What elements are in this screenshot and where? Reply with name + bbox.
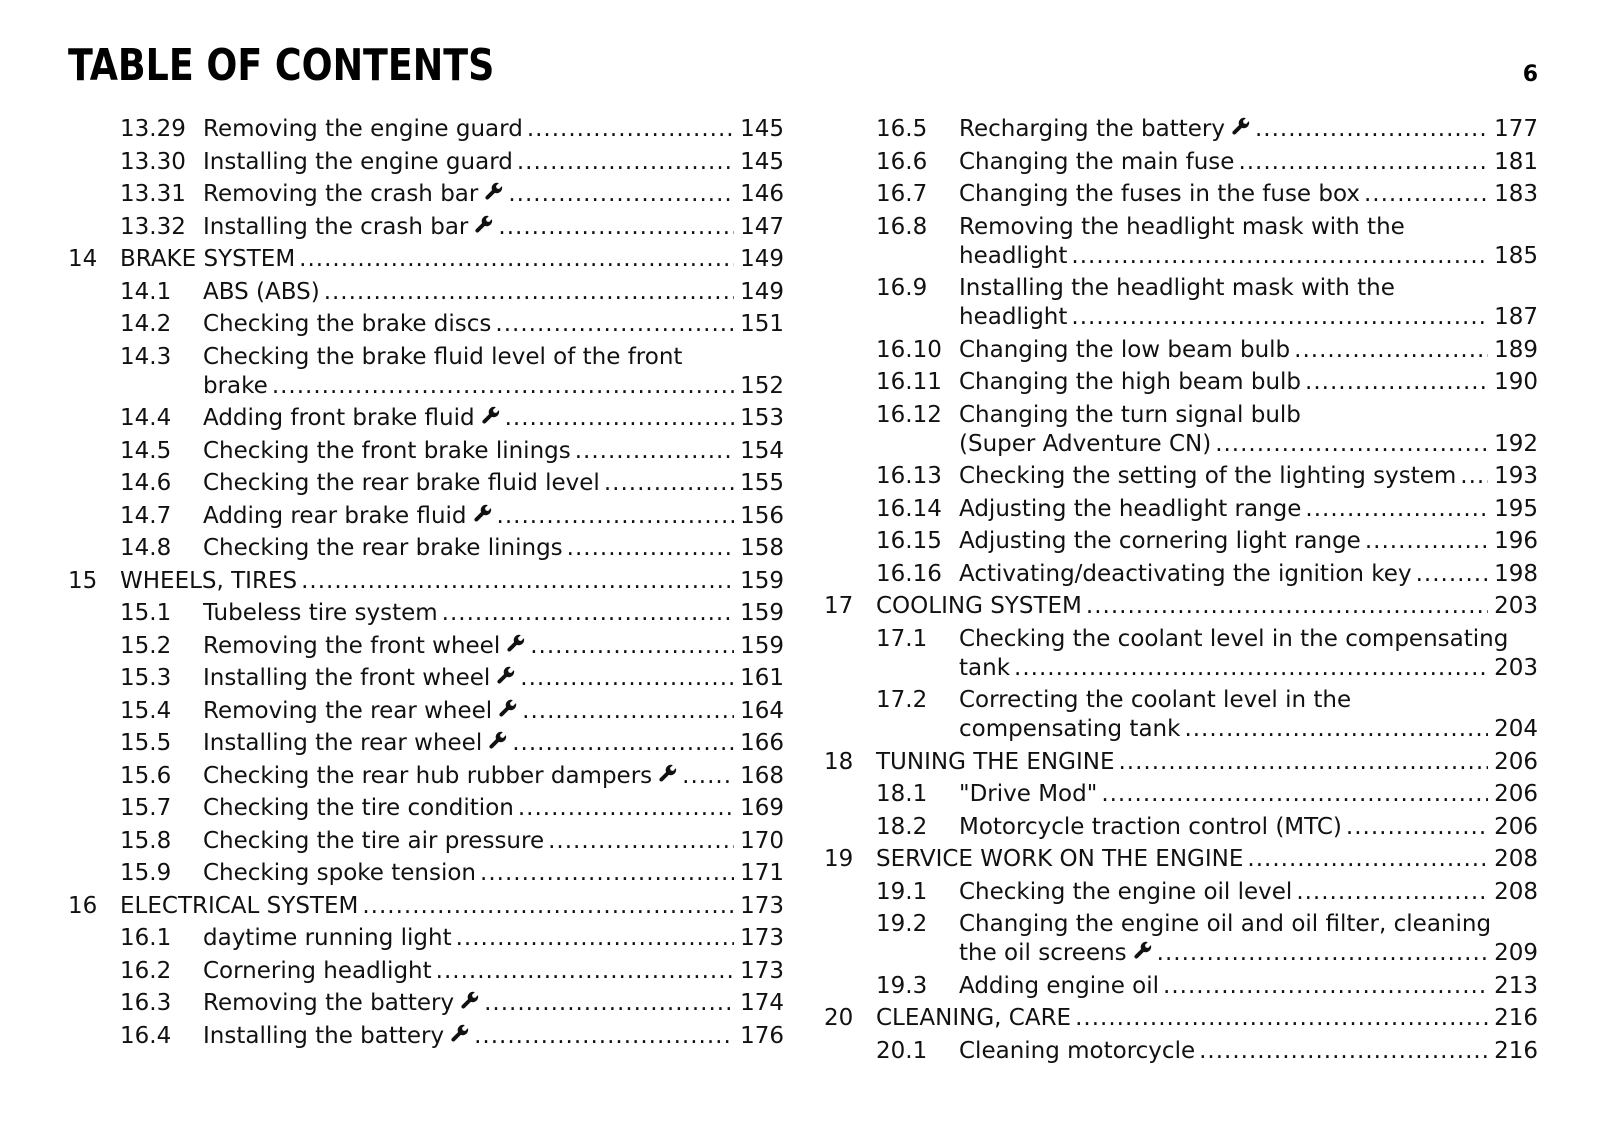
wrench-icon bbox=[481, 404, 501, 424]
dot-leader bbox=[1118, 748, 1488, 777]
toc-section-entry[interactable] bbox=[68, 115, 784, 144]
dot-leader bbox=[436, 957, 734, 986]
toc-section-entry[interactable] bbox=[68, 469, 784, 498]
toc-entry-number: 15.1 bbox=[120, 600, 172, 626]
toc-page-number: 173 bbox=[740, 925, 784, 951]
toc-entry-number: 14.1 bbox=[120, 278, 172, 305]
toc-entry-title: Checking the tire condition bbox=[203, 795, 514, 821]
toc-entry-title: compensating tank bbox=[959, 716, 1181, 742]
toc-entry-title: Checking the tire air pressure bbox=[203, 827, 545, 854]
dot-leader bbox=[505, 404, 734, 433]
toc-entry-title: Adding front brake fluid bbox=[203, 405, 475, 431]
dot-leader bbox=[512, 729, 734, 758]
toc-entry-number: 14.6 bbox=[120, 470, 172, 496]
toc-section-entry[interactable] bbox=[68, 1022, 784, 1051]
toc-page-number: 195 bbox=[1494, 495, 1538, 522]
wrench-icon bbox=[1231, 115, 1251, 135]
toc-chapter-entry[interactable] bbox=[824, 845, 1538, 874]
toc-entry-title: Checking the brake discs bbox=[203, 311, 492, 337]
toc-entry-number: 15 bbox=[68, 567, 98, 594]
toc-entry-number: 14.3 bbox=[120, 343, 172, 370]
toc-entry-title: WHEELS, TIRES bbox=[120, 567, 298, 594]
toc-entry-number: 16.8 bbox=[876, 213, 928, 240]
toc-entry-title: BRAKE SYSTEM bbox=[120, 246, 296, 272]
toc-entry-title: the oil screens bbox=[959, 940, 1127, 966]
toc-entry-title: Changing the turn signal bulb bbox=[959, 401, 1301, 428]
toc-page-number: 206 bbox=[1494, 813, 1538, 840]
dot-leader bbox=[1460, 462, 1488, 491]
toc-section-entry[interactable] bbox=[68, 148, 784, 177]
toc-entry-number: 20.1 bbox=[876, 1037, 928, 1064]
toc-chapter-entry[interactable] bbox=[68, 567, 784, 596]
toc-page-number: 206 bbox=[1494, 781, 1538, 807]
toc-entry-number: 15.9 bbox=[120, 860, 172, 886]
toc-page-number: 158 bbox=[740, 535, 784, 561]
toc-section-entry[interactable] bbox=[824, 910, 1538, 968]
toc-entry-number: 16.1 bbox=[120, 925, 172, 951]
toc-page-number: 170 bbox=[740, 827, 784, 854]
toc-page-number: 174 bbox=[740, 990, 784, 1016]
toc-entry-number: 16.4 bbox=[120, 1022, 172, 1049]
toc-section-entry[interactable] bbox=[824, 878, 1538, 907]
toc-section-entry[interactable] bbox=[68, 180, 784, 209]
wrench-icon bbox=[460, 989, 480, 1009]
toc-entry-title: Correcting the coolant level in the bbox=[959, 687, 1352, 713]
toc-entry-title: (Super Adventure CN) bbox=[959, 430, 1212, 457]
dot-leader bbox=[604, 469, 734, 498]
toc-column-left bbox=[68, 115, 784, 1054]
toc-entry-title: Checking spoke tension bbox=[203, 860, 477, 886]
toc-entry-number: 19 bbox=[824, 846, 854, 872]
toc-section-entry[interactable] bbox=[68, 697, 784, 726]
dot-leader bbox=[1364, 180, 1488, 209]
dot-leader bbox=[324, 278, 734, 307]
toc-entry-number: 16.2 bbox=[120, 957, 172, 984]
dot-leader bbox=[456, 924, 734, 953]
toc-entry-number: 16.15 bbox=[876, 528, 942, 554]
toc-section-entry[interactable] bbox=[824, 462, 1538, 491]
toc-entry-title: Checking the front brake linings bbox=[203, 437, 571, 464]
dot-leader bbox=[567, 534, 734, 563]
toc-chapter-entry[interactable] bbox=[824, 592, 1538, 621]
toc-section-entry[interactable] bbox=[824, 625, 1538, 683]
toc-entry-number: 19.1 bbox=[876, 878, 928, 905]
toc-page-number: 208 bbox=[1494, 878, 1538, 905]
toc-chapter-entry[interactable] bbox=[824, 1004, 1538, 1033]
toc-entry-title: Changing the main fuse bbox=[959, 148, 1235, 175]
toc-entry-title: Installing the headlight mask with the bbox=[959, 275, 1395, 301]
dot-leader bbox=[548, 827, 734, 856]
toc-entry-title: Activating/deactivating the ignition key bbox=[959, 560, 1412, 587]
dot-leader bbox=[530, 632, 734, 661]
toc-page-number: 185 bbox=[1494, 242, 1538, 269]
wrench-icon bbox=[450, 1022, 470, 1042]
toc-entry-number: 16 bbox=[68, 892, 98, 919]
toc-entry-title: Checking the rear brake linings bbox=[203, 535, 563, 561]
toc-entry-title: headlight bbox=[959, 242, 1068, 269]
toc-entry-title: tank bbox=[959, 654, 1011, 681]
toc-entry-number: 14.8 bbox=[120, 535, 172, 561]
toc-section-entry[interactable] bbox=[68, 278, 784, 307]
toc-entry-title: Installing the crash bar bbox=[203, 213, 469, 240]
toc-entry-title: daytime running light bbox=[203, 925, 452, 951]
dot-leader bbox=[497, 502, 734, 531]
toc-page-number: 171 bbox=[740, 860, 784, 886]
toc-entry-title: ELECTRICAL SYSTEM bbox=[120, 892, 359, 919]
toc-entry-title: Removing the crash bar bbox=[203, 181, 479, 207]
wrench-icon bbox=[484, 180, 504, 200]
dot-leader bbox=[1071, 303, 1488, 332]
toc-page-number: 164 bbox=[740, 697, 784, 724]
dot-leader bbox=[1163, 972, 1488, 1001]
dot-leader bbox=[575, 437, 734, 466]
dot-leader bbox=[362, 892, 734, 921]
dot-leader bbox=[495, 310, 734, 339]
toc-section-entry[interactable] bbox=[68, 404, 784, 433]
toc-page-number: 181 bbox=[1494, 148, 1538, 175]
wrench-icon bbox=[473, 502, 493, 522]
toc-entry-title: Checking the coolant level in the compensating bbox=[959, 625, 1509, 652]
toc-entry-number: 17.1 bbox=[876, 625, 928, 652]
toc-entry-number: 16.3 bbox=[120, 990, 172, 1016]
toc-entry-title: Installing the battery bbox=[203, 1022, 445, 1049]
toc-entry-title: ABS (ABS) bbox=[203, 278, 320, 305]
toc-page-number: 216 bbox=[1494, 1037, 1538, 1064]
toc-entry-title: Adjusting the headlight range bbox=[959, 495, 1302, 522]
dot-leader bbox=[301, 567, 734, 596]
toc-section-entry[interactable] bbox=[824, 401, 1538, 459]
toc-section-entry[interactable] bbox=[68, 924, 784, 953]
toc-section-entry[interactable] bbox=[824, 1037, 1538, 1066]
wrench-icon bbox=[658, 762, 678, 782]
toc-section-entry[interactable] bbox=[68, 599, 784, 628]
dot-leader bbox=[442, 599, 734, 628]
toc-page-number: 173 bbox=[740, 892, 784, 919]
toc-section-entry[interactable] bbox=[68, 437, 784, 466]
toc-page-number: 146 bbox=[740, 181, 784, 207]
toc-entry-number: 16.13 bbox=[876, 463, 942, 489]
toc-entry-title: TUNING THE ENGINE bbox=[876, 748, 1115, 775]
toc-chapter-entry[interactable] bbox=[824, 748, 1538, 777]
toc-page-number: 149 bbox=[740, 246, 784, 272]
toc-page-number: 151 bbox=[740, 311, 784, 337]
toc-section-entry[interactable] bbox=[68, 827, 784, 856]
toc-page-number: 154 bbox=[740, 437, 784, 464]
toc-entry-number: 16.11 bbox=[876, 369, 942, 395]
toc-entry-title: Adjusting the cornering light range bbox=[959, 528, 1361, 554]
toc-entry-number: 16.9 bbox=[876, 275, 928, 301]
toc-section-entry[interactable] bbox=[68, 502, 784, 531]
dot-leader bbox=[480, 859, 734, 888]
toc-page-number: 173 bbox=[740, 957, 784, 984]
toc-entry-number: 16.14 bbox=[876, 495, 942, 522]
dot-leader bbox=[1071, 242, 1488, 271]
toc-entry-title: Tubeless tire system bbox=[203, 600, 438, 626]
toc-page-number: 152 bbox=[740, 372, 784, 399]
toc-section-entry[interactable] bbox=[68, 213, 784, 242]
toc-page-number: 189 bbox=[1494, 336, 1538, 363]
toc-section-entry[interactable] bbox=[824, 336, 1538, 365]
toc-entry-number: 15.8 bbox=[120, 827, 172, 854]
toc-entry-number: 14.4 bbox=[120, 405, 172, 431]
toc-page-number: 166 bbox=[740, 730, 784, 756]
toc-entry-number: 15.2 bbox=[120, 632, 172, 659]
toc-page-number: 208 bbox=[1494, 846, 1538, 872]
dot-leader bbox=[1075, 1004, 1488, 1033]
toc-entry-title: CLEANING, CARE bbox=[876, 1005, 1072, 1031]
dot-leader bbox=[520, 664, 734, 693]
toc-entry-title: Cornering headlight bbox=[203, 957, 432, 984]
dot-leader bbox=[474, 1022, 734, 1051]
dot-leader bbox=[517, 148, 734, 177]
toc-section-entry[interactable] bbox=[68, 632, 784, 661]
toc-section-entry[interactable] bbox=[824, 368, 1538, 397]
dot-leader bbox=[1294, 336, 1488, 365]
dot-leader bbox=[1101, 780, 1488, 809]
toc-section-entry[interactable] bbox=[68, 534, 784, 563]
toc-page-number: 204 bbox=[1494, 716, 1538, 742]
toc-entry-title: Adding rear brake fluid bbox=[203, 502, 467, 529]
toc-section-entry[interactable] bbox=[824, 148, 1538, 177]
toc-entry-title: Removing the front wheel bbox=[203, 632, 501, 659]
toc-section-entry[interactable] bbox=[824, 560, 1538, 589]
dot-leader bbox=[1215, 430, 1488, 459]
dot-leader bbox=[1416, 560, 1488, 589]
toc-page-number: 155 bbox=[740, 470, 784, 496]
toc-page-number: 159 bbox=[740, 567, 784, 594]
toc-entry-title: Removing the rear wheel bbox=[203, 697, 493, 724]
dot-leader bbox=[1346, 813, 1488, 842]
toc-entry-title: Changing the high beam bulb bbox=[959, 369, 1302, 395]
toc-entry-number: 17 bbox=[824, 593, 854, 619]
dot-leader bbox=[1365, 527, 1488, 556]
toc-page-number: 203 bbox=[1494, 593, 1538, 619]
toc-entry-number: 13.32 bbox=[120, 213, 186, 240]
toc-entry-title: brake bbox=[203, 372, 268, 399]
toc-entry-title: COOLING SYSTEM bbox=[876, 593, 1082, 619]
toc-entry-number: 15.5 bbox=[120, 730, 172, 756]
toc-entry-title: Installing the front wheel bbox=[203, 665, 491, 691]
toc-page-number: 159 bbox=[740, 632, 784, 659]
toc-entry-number: 19.2 bbox=[876, 911, 928, 937]
toc-entry-number: 18.1 bbox=[876, 781, 928, 807]
toc-entry-title: Changing the fuses in the fuse box bbox=[959, 181, 1360, 207]
dot-leader bbox=[1157, 939, 1488, 968]
toc-page-number: 177 bbox=[1494, 116, 1538, 142]
dot-leader bbox=[272, 372, 734, 401]
dot-leader bbox=[1305, 368, 1488, 397]
toc-page-number: 196 bbox=[1494, 528, 1538, 554]
toc-entry-number: 18.2 bbox=[876, 813, 928, 840]
toc-page-number: 192 bbox=[1494, 430, 1538, 457]
toc-entry-number: 14.2 bbox=[120, 311, 172, 337]
toc-entry-number: 14.5 bbox=[120, 437, 172, 464]
toc-entry-number: 19.3 bbox=[876, 972, 928, 999]
toc-entry-number: 14 bbox=[68, 246, 98, 272]
toc-entry-title: Changing the low beam bulb bbox=[959, 336, 1291, 363]
toc-section-entry[interactable] bbox=[824, 115, 1538, 144]
toc-entry-title: SERVICE WORK ON THE ENGINE bbox=[876, 846, 1244, 872]
toc-entry-number: 15.4 bbox=[120, 697, 172, 724]
toc-page-number: 213 bbox=[1494, 972, 1538, 999]
dot-leader bbox=[484, 989, 734, 1018]
dot-leader bbox=[682, 762, 734, 791]
toc-entry-title: Checking the brake fluid level of the front bbox=[203, 343, 683, 370]
toc-entry-title: Changing the engine oil and oil filter, cleaning bbox=[959, 911, 1492, 937]
toc-chapter-entry[interactable] bbox=[68, 245, 784, 274]
toc-page-number: 145 bbox=[740, 116, 784, 142]
toc-entry-title: Removing the engine guard bbox=[203, 116, 523, 142]
toc-page-number: 159 bbox=[740, 600, 784, 626]
toc-section-entry[interactable] bbox=[824, 180, 1538, 209]
toc-entry-number: 16.5 bbox=[876, 116, 928, 142]
toc-entry-number: 13.30 bbox=[120, 148, 186, 175]
toc-page-number: 149 bbox=[740, 278, 784, 305]
toc-entry-title: Checking the rear hub rubber dampers bbox=[203, 762, 653, 789]
toc-page-number: 156 bbox=[740, 502, 784, 529]
toc-column-right bbox=[824, 115, 1538, 1069]
toc-page-number: 161 bbox=[740, 665, 784, 691]
toc-section-entry[interactable] bbox=[824, 527, 1538, 556]
toc-section-entry[interactable] bbox=[68, 310, 784, 339]
dot-leader bbox=[299, 245, 734, 274]
toc-entry-number: 16.10 bbox=[876, 336, 942, 363]
toc-page-number: 193 bbox=[1494, 463, 1538, 489]
toc-entry-number: 14.7 bbox=[120, 502, 172, 529]
toc-entry-title: Checking the rear brake fluid level bbox=[203, 470, 600, 496]
toc-entry-number: 15.6 bbox=[120, 762, 172, 789]
toc-page-number: 145 bbox=[740, 148, 784, 175]
dot-leader bbox=[1238, 148, 1488, 177]
dot-leader bbox=[1247, 845, 1488, 874]
toc-entry-title: "Drive Mod" bbox=[959, 781, 1098, 807]
toc-entry-number: 18 bbox=[824, 748, 854, 775]
toc-chapter-entry[interactable] bbox=[68, 892, 784, 921]
page-title: TABLE OF CONTENTS bbox=[68, 40, 495, 91]
dot-leader bbox=[1296, 878, 1488, 907]
toc-page-number: 147 bbox=[740, 213, 784, 240]
wrench-icon bbox=[1133, 939, 1153, 959]
wrench-icon bbox=[506, 632, 526, 652]
toc-page-number: 176 bbox=[740, 1022, 784, 1049]
wrench-icon bbox=[488, 729, 508, 749]
toc-page-number: 209 bbox=[1494, 940, 1538, 966]
toc-section-entry[interactable] bbox=[68, 794, 784, 823]
toc-entry-title: Installing the engine guard bbox=[203, 148, 513, 175]
toc-entry-number: 13.31 bbox=[120, 181, 186, 207]
toc-entry-number: 16.6 bbox=[876, 148, 928, 175]
page-number: 6 bbox=[1522, 62, 1538, 87]
dot-leader bbox=[498, 213, 734, 242]
toc-page-number: 216 bbox=[1494, 1005, 1538, 1031]
dot-leader bbox=[527, 115, 734, 144]
toc-entry-title: Adding engine oil bbox=[959, 972, 1160, 999]
toc-page-number: 183 bbox=[1494, 181, 1538, 207]
toc-entry-title: Recharging the battery bbox=[959, 116, 1225, 142]
toc-entry-number: 17.2 bbox=[876, 687, 928, 713]
dot-leader bbox=[518, 794, 734, 823]
dot-leader bbox=[1199, 1037, 1488, 1066]
toc-section-entry[interactable] bbox=[824, 972, 1538, 1001]
wrench-icon bbox=[474, 213, 494, 233]
dot-leader bbox=[508, 180, 734, 209]
toc-entry-number: 15.7 bbox=[120, 795, 172, 821]
toc-entry-title: Removing the headlight mask with the bbox=[959, 213, 1405, 240]
toc-section-entry[interactable] bbox=[68, 343, 784, 401]
toc-entry-number: 16.16 bbox=[876, 560, 942, 587]
toc-page-number: 168 bbox=[740, 762, 784, 789]
toc-entry-number: 15.3 bbox=[120, 665, 172, 691]
toc-entry-number: 13.29 bbox=[120, 116, 186, 142]
toc-entry-title: headlight bbox=[959, 304, 1068, 330]
toc-section-entry[interactable] bbox=[68, 762, 784, 791]
toc-entry-number: 16.12 bbox=[876, 401, 942, 428]
toc-entry-number: 16.7 bbox=[876, 181, 928, 207]
toc-page-number: 206 bbox=[1494, 748, 1538, 775]
toc-entry-number: 20 bbox=[824, 1005, 854, 1031]
toc-entry-title: Installing the rear wheel bbox=[203, 730, 483, 756]
toc-entry-title: Removing the battery bbox=[203, 990, 455, 1016]
toc-section-entry[interactable] bbox=[824, 686, 1538, 744]
dot-leader bbox=[522, 697, 734, 726]
toc-section-entry[interactable] bbox=[824, 213, 1538, 271]
toc-section-entry[interactable] bbox=[68, 957, 784, 986]
toc-page-number: 198 bbox=[1494, 560, 1538, 587]
toc-section-entry[interactable] bbox=[824, 495, 1538, 524]
toc-entry-title: Cleaning motorcycle bbox=[959, 1037, 1196, 1064]
toc-page-number: 203 bbox=[1494, 654, 1538, 681]
toc-page-number: 153 bbox=[740, 405, 784, 431]
toc-page-number: 169 bbox=[740, 795, 784, 821]
toc-entry-title: Checking the engine oil level bbox=[959, 878, 1293, 905]
toc-page-number: 190 bbox=[1494, 369, 1538, 395]
wrench-icon bbox=[496, 664, 516, 684]
dot-leader bbox=[1014, 654, 1488, 683]
toc-section-entry[interactable] bbox=[68, 859, 784, 888]
toc-section-entry[interactable] bbox=[824, 274, 1538, 332]
dot-leader bbox=[1305, 495, 1488, 524]
toc-section-entry[interactable] bbox=[68, 729, 784, 758]
toc-entry-title: Motorcycle traction control (MTC) bbox=[959, 813, 1342, 840]
dot-leader bbox=[1255, 115, 1488, 144]
toc-section-entry[interactable] bbox=[824, 813, 1538, 842]
toc-section-entry[interactable] bbox=[68, 664, 784, 693]
toc-page-number: 187 bbox=[1494, 304, 1538, 330]
toc-entry-title: Checking the setting of the lighting system bbox=[959, 463, 1457, 489]
toc-section-entry[interactable] bbox=[824, 780, 1538, 809]
dot-leader bbox=[1184, 715, 1488, 744]
wrench-icon bbox=[498, 697, 518, 717]
dot-leader bbox=[1086, 592, 1488, 621]
toc-section-entry[interactable] bbox=[68, 989, 784, 1018]
